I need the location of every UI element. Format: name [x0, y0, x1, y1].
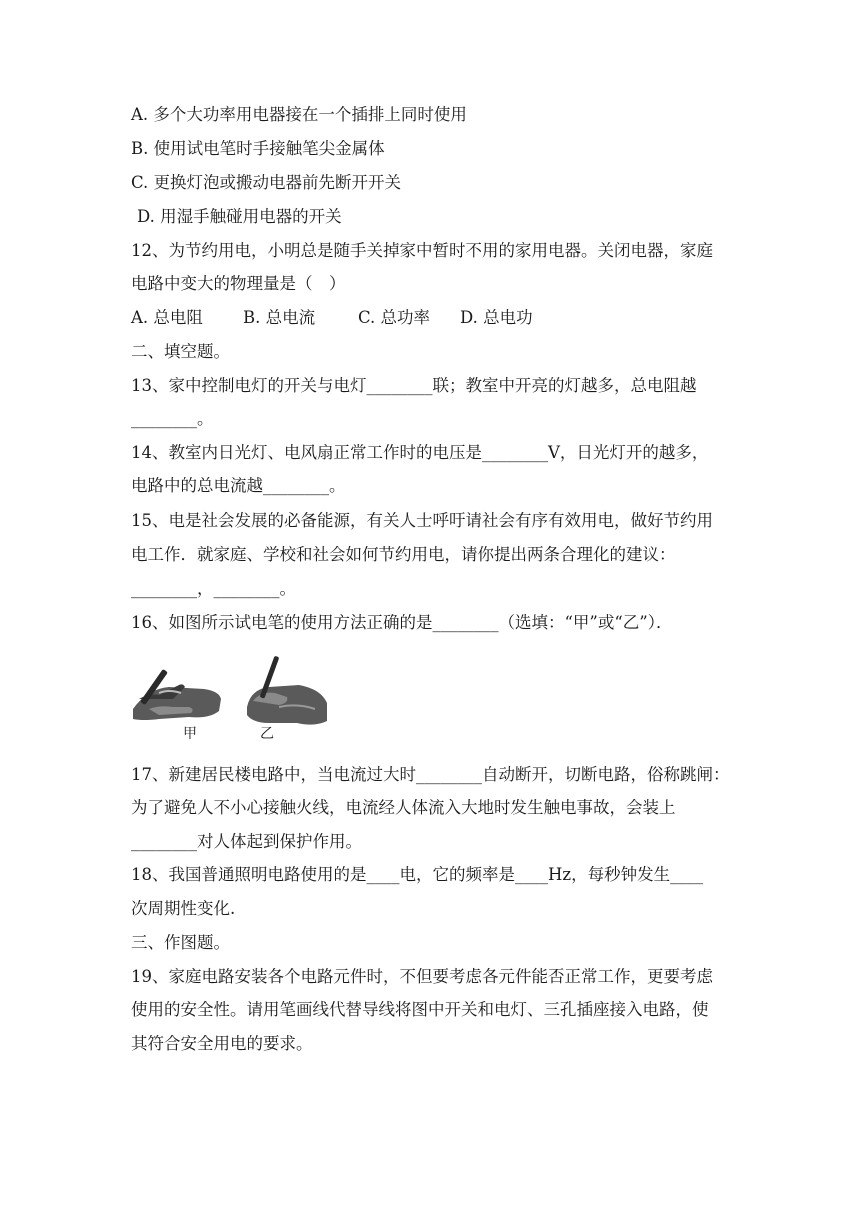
section-heading-drawing: 三、作图题。 — [131, 933, 230, 952]
q17-text-line2: 为了避免人不小心接触火线，电流经人体流入大地时发生触电事故，会装上 — [131, 798, 676, 817]
hand-yi-image — [247, 656, 327, 725]
q18-text-line1: 18、我国普通照明电路使用的是____电，它的频率是____Hz，每秒钟发生____ — [131, 865, 704, 884]
q14-text-line2: 电路中的总电流越________。 — [131, 476, 346, 495]
q15-text-line3: ________，________。 — [131, 579, 296, 598]
q16-text-line1: 16、如图所示试电笔的使用方法正确的是________（选填：“甲”或“乙”）． — [131, 613, 673, 632]
q12-option-c: C. 总功率 — [358, 308, 431, 327]
q13-text-line1: 13、家中控制电灯的开关与电灯________联；教室中开亮的灯越多，总电阻越 — [131, 376, 697, 395]
q15-text-line2: 电工作．就家庭、学校和社会如何节约用电，请你提出两条合理化的建议： — [131, 545, 676, 564]
q12-text-line2: 电路中变大的物理量是（ ） — [131, 274, 346, 293]
figure-caption-yi: 乙 — [260, 726, 274, 742]
q15-text-line1: 15、电是社会发展的必备能源，有关人士呼吁请社会有序有效用电，做好节约用 — [131, 511, 713, 530]
q12-options — [131, 308, 533, 328]
q17-text-line1: 17、新建居民楼电路中，当电流过大时________自动断开，切断电路，俗称跳闸： — [131, 765, 730, 784]
q12-option-a: A. 总电阻 — [131, 308, 203, 327]
q12-text-line1: 12、为节约用电，小明总是随手关掉家中暂时不用的家用电器。关闭电器，家庭 — [131, 241, 713, 260]
q19-text-line2: 使用的安全性。请用笔画线代替导线将图中开关和电灯、三孔插座接入电路，使 — [131, 1000, 709, 1019]
q19-text-line3: 其符合安全用电的要求。 — [131, 1034, 313, 1053]
q12-option-b: B. 总电流 — [243, 308, 316, 327]
q14-text-line1: 14、教室内日光灯、电风扇正常工作时的电压是________V，日光灯开的越多， — [131, 443, 709, 462]
q11-option-c: C. 更换灯泡或搬动电器前先断开开关 — [131, 173, 402, 192]
figure-caption-jia: 甲 — [183, 726, 197, 742]
test-pen-figure — [129, 649, 334, 749]
q11-option-a: A. 多个大功率用电器接在一个插排上同时使用 — [131, 105, 467, 124]
q17-text-line3: ________对人体起到保护作用。 — [131, 832, 362, 851]
q19-text-line1: 19、家庭电路安装各个电路元件时，不但要考虑各元件能否正常工作，更要考虑 — [131, 967, 713, 986]
hand-jia-image — [133, 669, 221, 720]
q12-option-d: D. 总电功 — [460, 308, 533, 327]
q11-option-b: B. 使用试电笔时手接触笔尖金属体 — [131, 139, 385, 158]
q13-text-line2: ________。 — [131, 409, 214, 428]
q11-option-d: D. 用湿手触碰用电器的开关 — [137, 207, 342, 226]
section-heading-fill-in: 二、填空题。 — [131, 342, 230, 361]
q18-text-line2: 次周期性变化. — [131, 899, 236, 918]
